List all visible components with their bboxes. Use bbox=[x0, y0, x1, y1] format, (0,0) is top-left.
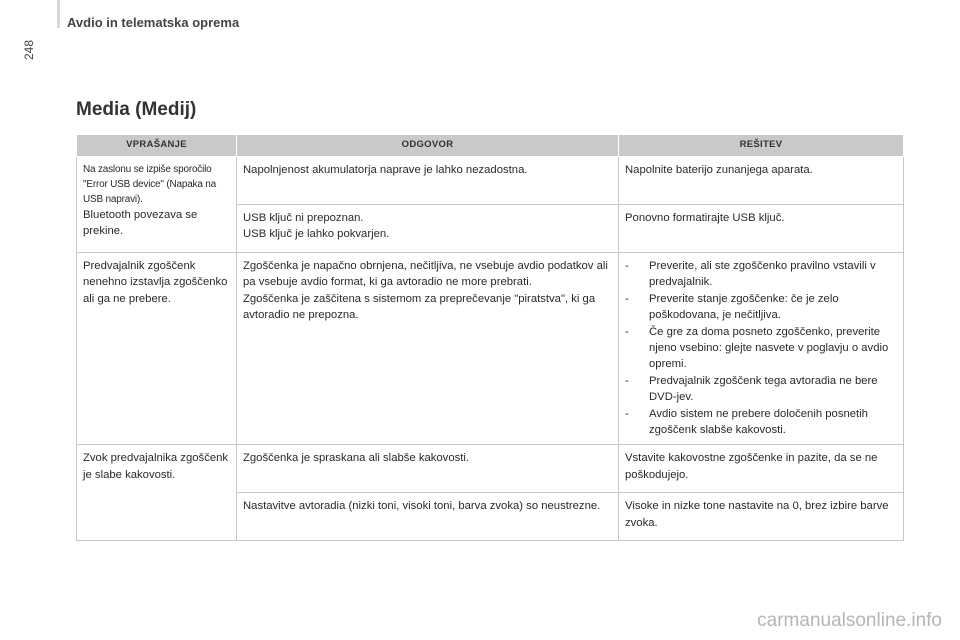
answer-cell: Napolnjenost akumulatorja naprave je lahko nezadostna. bbox=[237, 157, 619, 205]
question-text: Na zaslonu se izpiše sporočilo "Error USB device" (Napaka na USB napravi). bbox=[83, 164, 217, 205]
column-header-question: VPRAŠANJE bbox=[77, 135, 237, 157]
table-row bbox=[77, 253, 904, 445]
solution-cell: Vstavite kakovostne zgoščenke in pazite, da se ne poškodujejo. bbox=[619, 445, 904, 493]
list-item: - Predvajalnik zgoščenk tega avtoradia ne bere DVD-jev. bbox=[625, 373, 897, 406]
table-row bbox=[77, 445, 904, 493]
answer-cell bbox=[237, 205, 619, 253]
list-item: - Preverite, ali ste zgoščenko pravilno vstavili v predvajalnik. bbox=[625, 258, 897, 291]
column-header-solution: REŠITEV bbox=[619, 135, 904, 157]
solution-cell: Visoke in nizke tone nastavite na 0, brez izbire barve zvoka. bbox=[619, 493, 904, 541]
question-cell bbox=[77, 157, 237, 253]
solution-cell: Napolnite baterijo zunanjega aparata. bbox=[619, 157, 904, 205]
column-header-answer: ODGOVOR bbox=[237, 135, 619, 157]
question-text: Bluetooth povezava se prekine. bbox=[83, 209, 198, 238]
solution-cell: Ponovno formatirajte USB ključ. bbox=[619, 205, 904, 253]
answer-line: Zgoščenka je napačno obrnjena, nečitljiva, ne vsebuje avdio podatkov ali pa vsebuje avdio format, ki ga avtoradio ne more prebrati. bbox=[243, 260, 608, 289]
section-title: Media (Medij) bbox=[76, 99, 197, 120]
page-number: 248 bbox=[22, 39, 36, 60]
answer-line: USB ključ je lahko pokvarjen. bbox=[243, 228, 390, 241]
question-cell: Zvok predvajalnika zgoščenk je slabe kakovosti. bbox=[77, 445, 237, 541]
answer-cell bbox=[237, 253, 619, 445]
answer-cell: Zgoščenka je spraskana ali slabše kakovosti. bbox=[237, 445, 619, 493]
table-row bbox=[77, 157, 904, 205]
list-item: - Avdio sistem ne prebere določenih posnetih zgoščenk slabše kakovosti. bbox=[625, 406, 897, 439]
header-divider bbox=[57, 0, 60, 28]
list-item: - Preverite stanje zgoščenke: če je zelo poškodovana, je nečitljiva. bbox=[625, 291, 897, 324]
answer-cell: Nastavitve avtoradia (nizki toni, visoki toni, barva zvoka) so neustrezne. bbox=[237, 493, 619, 541]
table-header-row bbox=[77, 135, 904, 157]
answer-line: Zgoščenka je zaščitena s sistemom za preprečevanje "piratstva", ki ga avtoradio ne prepozna. bbox=[243, 292, 596, 322]
watermark-text: carmanualsonline.info bbox=[757, 610, 942, 631]
answer-line: USB ključ ni prepoznan. bbox=[243, 212, 364, 224]
troubleshooting-table bbox=[76, 134, 904, 541]
list-item: - Če gre za doma posneto zgoščenko, preverite njeno vsebino: glejte nasvete v poglavju o avdio opremi. bbox=[625, 324, 897, 373]
solution-cell bbox=[619, 253, 904, 445]
solution-list bbox=[625, 258, 897, 438]
chapter-title: Avdio in telematska oprema bbox=[67, 15, 240, 30]
question-cell: Predvajalnik zgoščenk nenehno izstavlja zgoščenko ali ga ne prebere. bbox=[77, 253, 237, 445]
